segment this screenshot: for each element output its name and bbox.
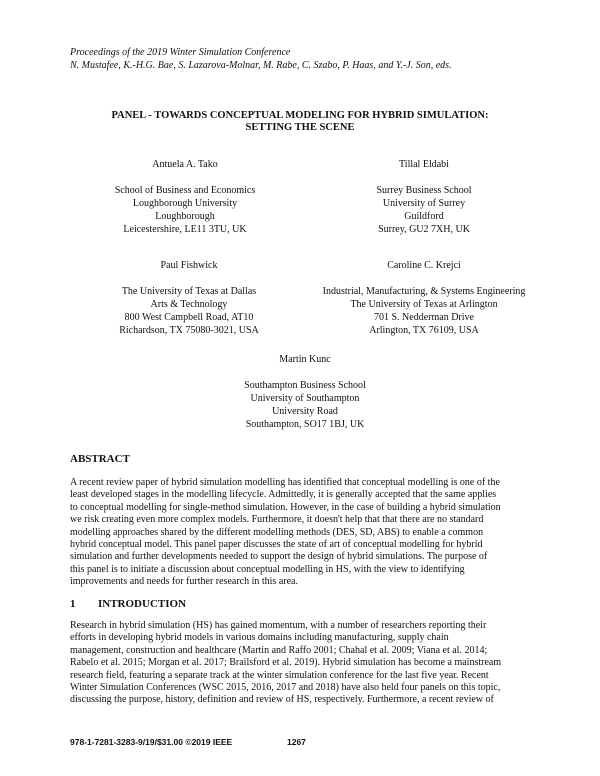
- text-line: to conceptual modelling for single-method simulation. However, in the case of building a hybrid simulation: [70, 501, 501, 513]
- affiliation-line: Leicestershire, LE11 3TU, UK: [123, 224, 247, 235]
- introduction-text: [70, 620, 530, 707]
- proceedings-title: Proceedings of the 2019 Winter Simulation Conference: [70, 47, 291, 58]
- text-line: Research in hybrid simulation (HS) has gained momentum, with a number of researchers reporting their: [70, 620, 487, 631]
- text-line: research field, featuring a separate track at the winter simulation conference for the last five year. Recent: [70, 669, 489, 681]
- text-line: management, construction and healthcare (Martin and Raffo 2001; Chahal et al. 2009; Viana et al. 2014;: [70, 644, 488, 656]
- affiliation-line: Richardson, TX 75080-3021, USA: [119, 325, 259, 336]
- author-name: Paul Fishwick: [160, 260, 218, 271]
- section-number: 1: [70, 598, 76, 610]
- affiliation-line: Guildford: [404, 211, 444, 222]
- author-block: [175, 353, 435, 431]
- proceedings-editors: N. Mustafee, K.-H.G. Bae, S. Lazarova-Molnar, M. Rabe, C. Szabo, P. Haas, and Y.-J. Son, eds.: [70, 60, 452, 71]
- text-line: discussing the purpose, history, definition and review of HS, respectively. Furthermore, a recent review of: [70, 694, 494, 706]
- affiliation-line: Loughborough: [155, 211, 215, 222]
- author-block: [59, 259, 319, 337]
- affiliation-line: University Road: [272, 406, 338, 417]
- section-heading: [70, 598, 186, 610]
- footer-isbn: 978-1-7281-3283-9/19/$31.00 ©2019 IEEE: [70, 737, 233, 747]
- abstract-text: [70, 477, 530, 589]
- text-line: A recent review paper of hybrid simulation modelling has identified that conceptual modelling is one of the: [70, 477, 500, 488]
- text-line: simulation and further developments needed to support the design of hybrid simulations. The purpose of: [70, 551, 488, 563]
- affiliation-line: Industrial, Manufacturing, & Systems Engineering: [322, 286, 526, 297]
- text-line: efforts in developing hybrid models in various domains including manufacturing, supply chain: [70, 632, 449, 644]
- abstract-heading: ABSTRACT: [70, 453, 130, 465]
- text-line: this panel is to initiate a discussion about conceptual modelling in HS, with the view to identifying: [70, 563, 465, 575]
- text-line: we risk creating even more complex models. Furthermore, it doesn't help that that there are no standard: [70, 514, 484, 526]
- author-block: [55, 158, 315, 236]
- paper-title: [70, 110, 530, 134]
- text-line: improvements and needs for further research in this area.: [70, 576, 298, 588]
- author-block: [294, 259, 554, 337]
- section-title: INTRODUCTION: [98, 598, 187, 610]
- affiliation-line: Arlington, TX 76109, USA: [369, 325, 479, 336]
- author-name: Caroline C. Krejci: [387, 260, 461, 271]
- text-line: modelling approaches shared by the different modelling methods (DES, SD, ABS) to enable a common: [70, 526, 484, 538]
- affiliation-line: 800 West Campbell Road, AT10: [124, 312, 254, 323]
- affiliation-line: 701 S. Nedderman Drive: [374, 312, 474, 323]
- affiliation-line: Surrey Business School: [376, 185, 472, 196]
- paper-title-line-2: SETTING THE SCENE: [245, 122, 355, 133]
- text-line: Winter Simulation Conferences (WSC 2015, 2016, 2017 and 2018) have also held four panels on this topic,: [70, 682, 501, 694]
- author-block: [294, 158, 554, 236]
- affiliation-line: Arts & Technology: [150, 299, 228, 310]
- affiliation-line: Southampton Business School: [244, 380, 366, 391]
- text-line: least developed stages in the modelling lifecycle. Admittedly, it is generally accepted that the same applies: [70, 489, 497, 501]
- affiliation-line: The University of Texas at Arlington: [350, 299, 498, 310]
- author-name: Antuela A. Tako: [152, 159, 218, 170]
- affiliation-line: The University of Texas at Dallas: [121, 286, 257, 297]
- affiliation-line: University of Southampton: [250, 393, 360, 404]
- author-name: Tillal Eldabi: [399, 159, 449, 170]
- affiliation-line: University of Surrey: [382, 198, 466, 209]
- author-name: Martin Kunc: [279, 354, 331, 365]
- affiliation-line: School of Business and Economics: [114, 185, 256, 196]
- text-line: hybrid conceptual model. This panel paper discusses the state of art of conceptual modelling for hybrid: [70, 539, 483, 551]
- affiliation-line: Loughborough University: [132, 198, 238, 209]
- text-line: Rabelo et al. 2015; Morgan et al. 2017; Brailsford et al. 2019). Hybrid simulation has become a mainstream: [70, 657, 502, 669]
- page-number: 1267: [287, 737, 306, 747]
- proceedings-header: [70, 46, 452, 72]
- affiliation-line: Surrey, GU2 7XH, UK: [378, 224, 470, 235]
- paper-title-line-1: PANEL - TOWARDS CONCEPTUAL MODELING FOR HYBRID SIMULATION:: [111, 110, 489, 121]
- affiliation-line: Southampton, SO17 1BJ, UK: [245, 419, 365, 430]
